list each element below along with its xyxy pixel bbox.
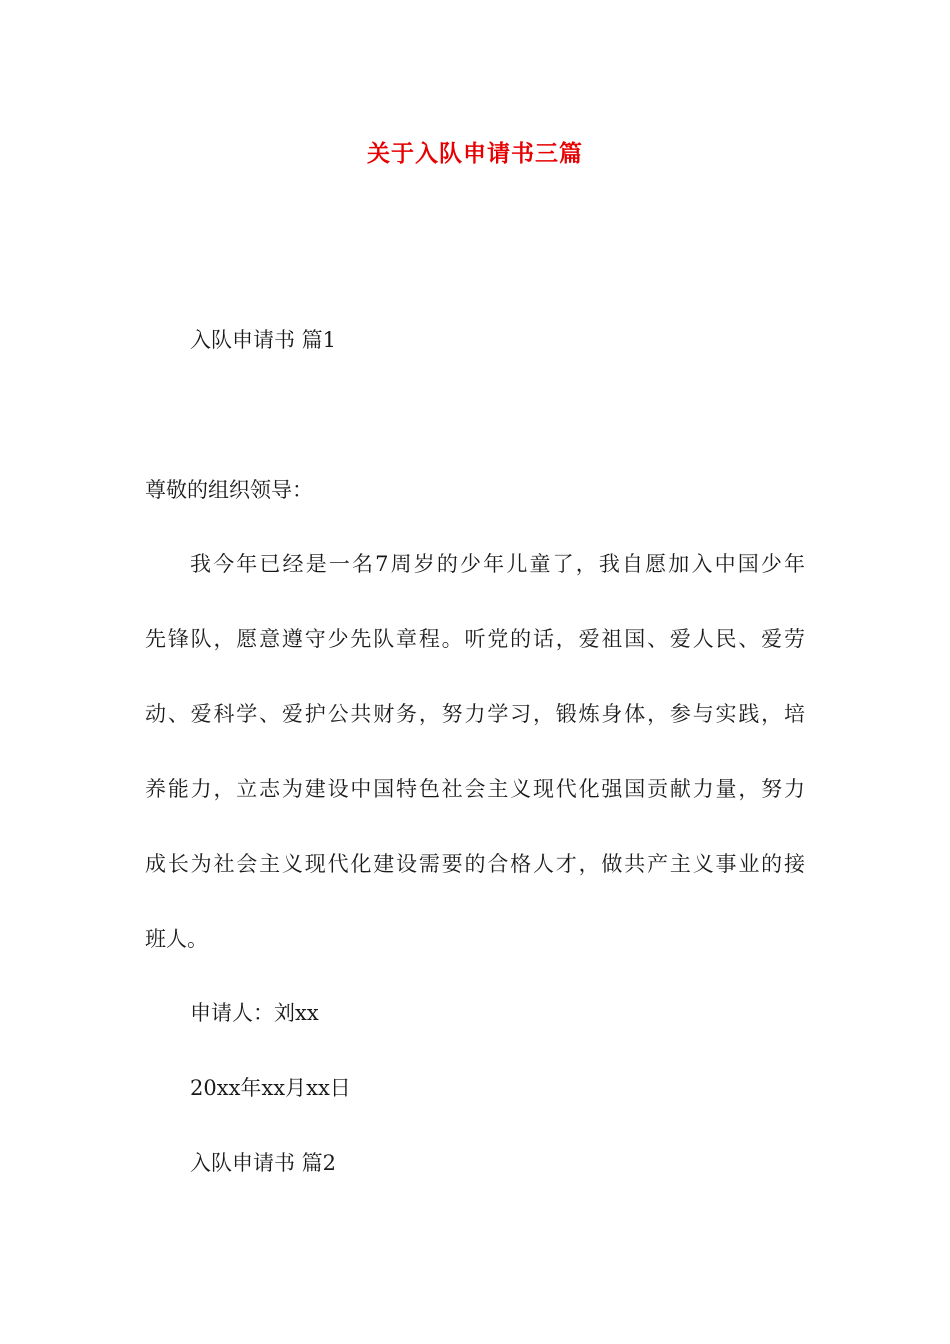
body-line: 养能力，立志为建设中国特色社会主义现代化强国贡献力量，努力 [145, 777, 805, 801]
body-line: 动、爱科学、爱护公共财务，努力学习，锻炼身体，参与实践，培 [145, 702, 805, 726]
body-line: 我今年已经是一名7周岁的少年儿童了，我自愿加入中国少年 [190, 552, 805, 576]
body-line: 班人。 [145, 927, 208, 951]
document-title: 关于入队申请书三篇 [367, 141, 583, 167]
application-date: 20xx年xx月xx日 [190, 1076, 351, 1100]
salutation: 尊敬的组织领导： [145, 478, 313, 502]
applicant-signature: 申请人：刘xx [190, 1001, 319, 1025]
body-line: 成长为社会主义现代化建设需要的合格人才，做共产主义事业的接 [145, 852, 805, 876]
section-heading-2: 入队申请书 篇2 [190, 1151, 337, 1175]
section-heading-1: 入队申请书 篇1 [190, 328, 337, 352]
body-line: 先锋队，愿意遵守少先队章程。听党的话，爱祖国、爱人民、爱劳 [145, 627, 805, 651]
